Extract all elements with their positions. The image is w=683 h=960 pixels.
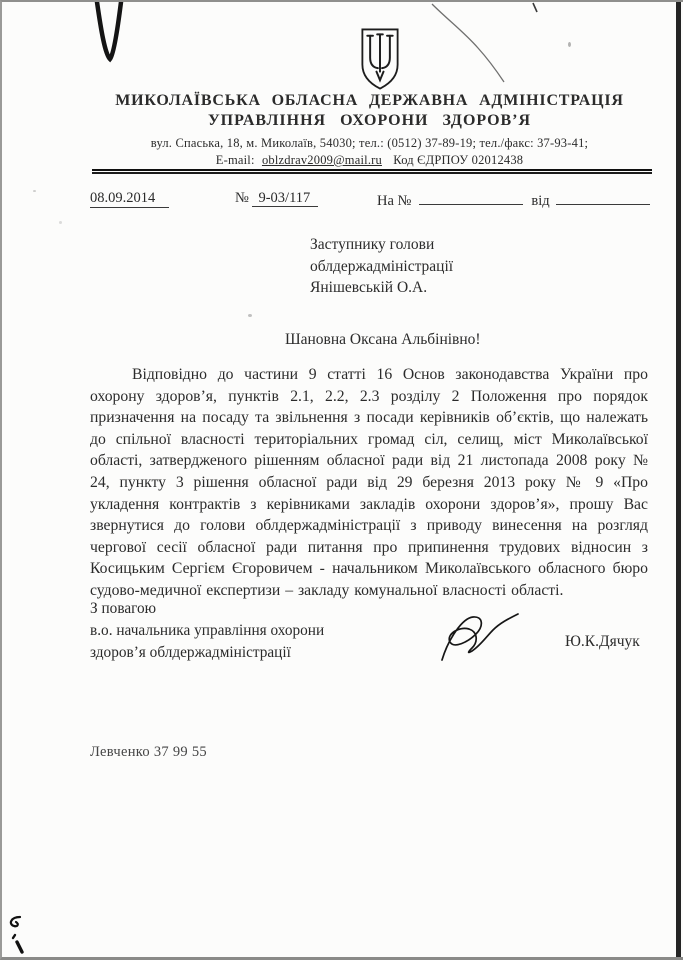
addressee-line: облдержадміністрації — [310, 257, 454, 275]
letterhead-divider — [92, 169, 652, 174]
incoming-number-blank — [419, 190, 523, 205]
pen-v-mark-icon — [94, 2, 126, 64]
scan-crease-icon — [430, 2, 514, 90]
signer-name: Ю.К.Дячук — [565, 633, 640, 650]
incoming-date-blank — [556, 190, 650, 205]
addressee-block — [310, 234, 453, 299]
letter-date: 08.09.2014 — [90, 190, 169, 208]
addressee-line: Янішевській О.А. — [310, 279, 428, 296]
from-label: від — [531, 193, 550, 209]
bottom-left-pen-marks-icon — [6, 914, 30, 956]
ukraine-trident-emblem-icon — [357, 28, 403, 90]
org-address: вул. Спаська, 18, м. Миколаїв, 54030; тел.: (0512) 37-89-19; тел./факс: 37-93-41; — [150, 136, 589, 150]
letterhead — [87, 92, 652, 168]
org-name-line2: УПРАВЛІННЯ ОХОРОНИ ЗДОРОВ’Я — [207, 112, 532, 129]
handwritten-signature-icon — [438, 608, 524, 666]
incoming-reference-group — [377, 190, 650, 210]
reference-row — [2, 190, 683, 212]
scan-speck — [59, 221, 62, 224]
closing-block — [90, 598, 324, 664]
edrpou-code: Код ЄДРПОУ 02012438 — [393, 153, 524, 167]
scan-speck — [568, 42, 571, 47]
letter-body: Відповідно до частини 9 статті 16 Основ законодавства України про охорону здоров’я, пунктів 2.1, 2.2, 2.3 розділу 2 Положення про порядок призначення на посаду та звільнення з посади керівників об’єктів, що належать до спільної власності територіальних громад сіл, селищ, міст Миколаївської області, затвердженого рішенням обласної ради від 21 листопада 2008 року № 24, пункту 3 рішення обласної ради від 29 березня 2013 року № 9 «Про укладення контрактів з керівниками закладів охорони здоров’я», прошу Вас звернутися до голови облдержадміністрації з приводу винесення на розгляд чергової сесії обласної ради питання про припинення трудових відносин з Косицьким Сергієм Єгоровичем - начальником Миколаївського обласного бюро судово-медичної експертизи – закладу комунальної власності області. — [90, 366, 648, 599]
incoming-label: На № — [377, 193, 412, 209]
email-address: oblzdrav2009@mail.ru — [261, 153, 382, 167]
scan-speck — [248, 314, 252, 317]
salutation: Шановна Оксана Альбінівно! — [285, 331, 481, 348]
org-contact-line — [87, 153, 652, 168]
addressee-line: Заступнику голови — [310, 236, 435, 253]
email-label: E-mail: — [215, 153, 255, 167]
scan-edge-shadow — [676, 2, 681, 960]
org-name-line1: МИКОЛАЇВСЬКА ОБЛАСНА ДЕРЖАВНА АДМІНІСТРАЦІЯ — [115, 92, 624, 109]
closing-phrase: З повагою — [90, 600, 157, 617]
executor-contact: Левченко 37 99 55 — [90, 744, 207, 760]
letter-number-group — [235, 190, 318, 207]
signer-position-line1: в.о. начальника управління охорони — [90, 622, 325, 639]
scan-tick-icon — [530, 2, 540, 14]
signer-position-line2: здоров’я облдержадміністрації — [90, 644, 291, 661]
letter-number: 9-03/117 — [252, 190, 318, 207]
number-label: № — [235, 190, 249, 206]
